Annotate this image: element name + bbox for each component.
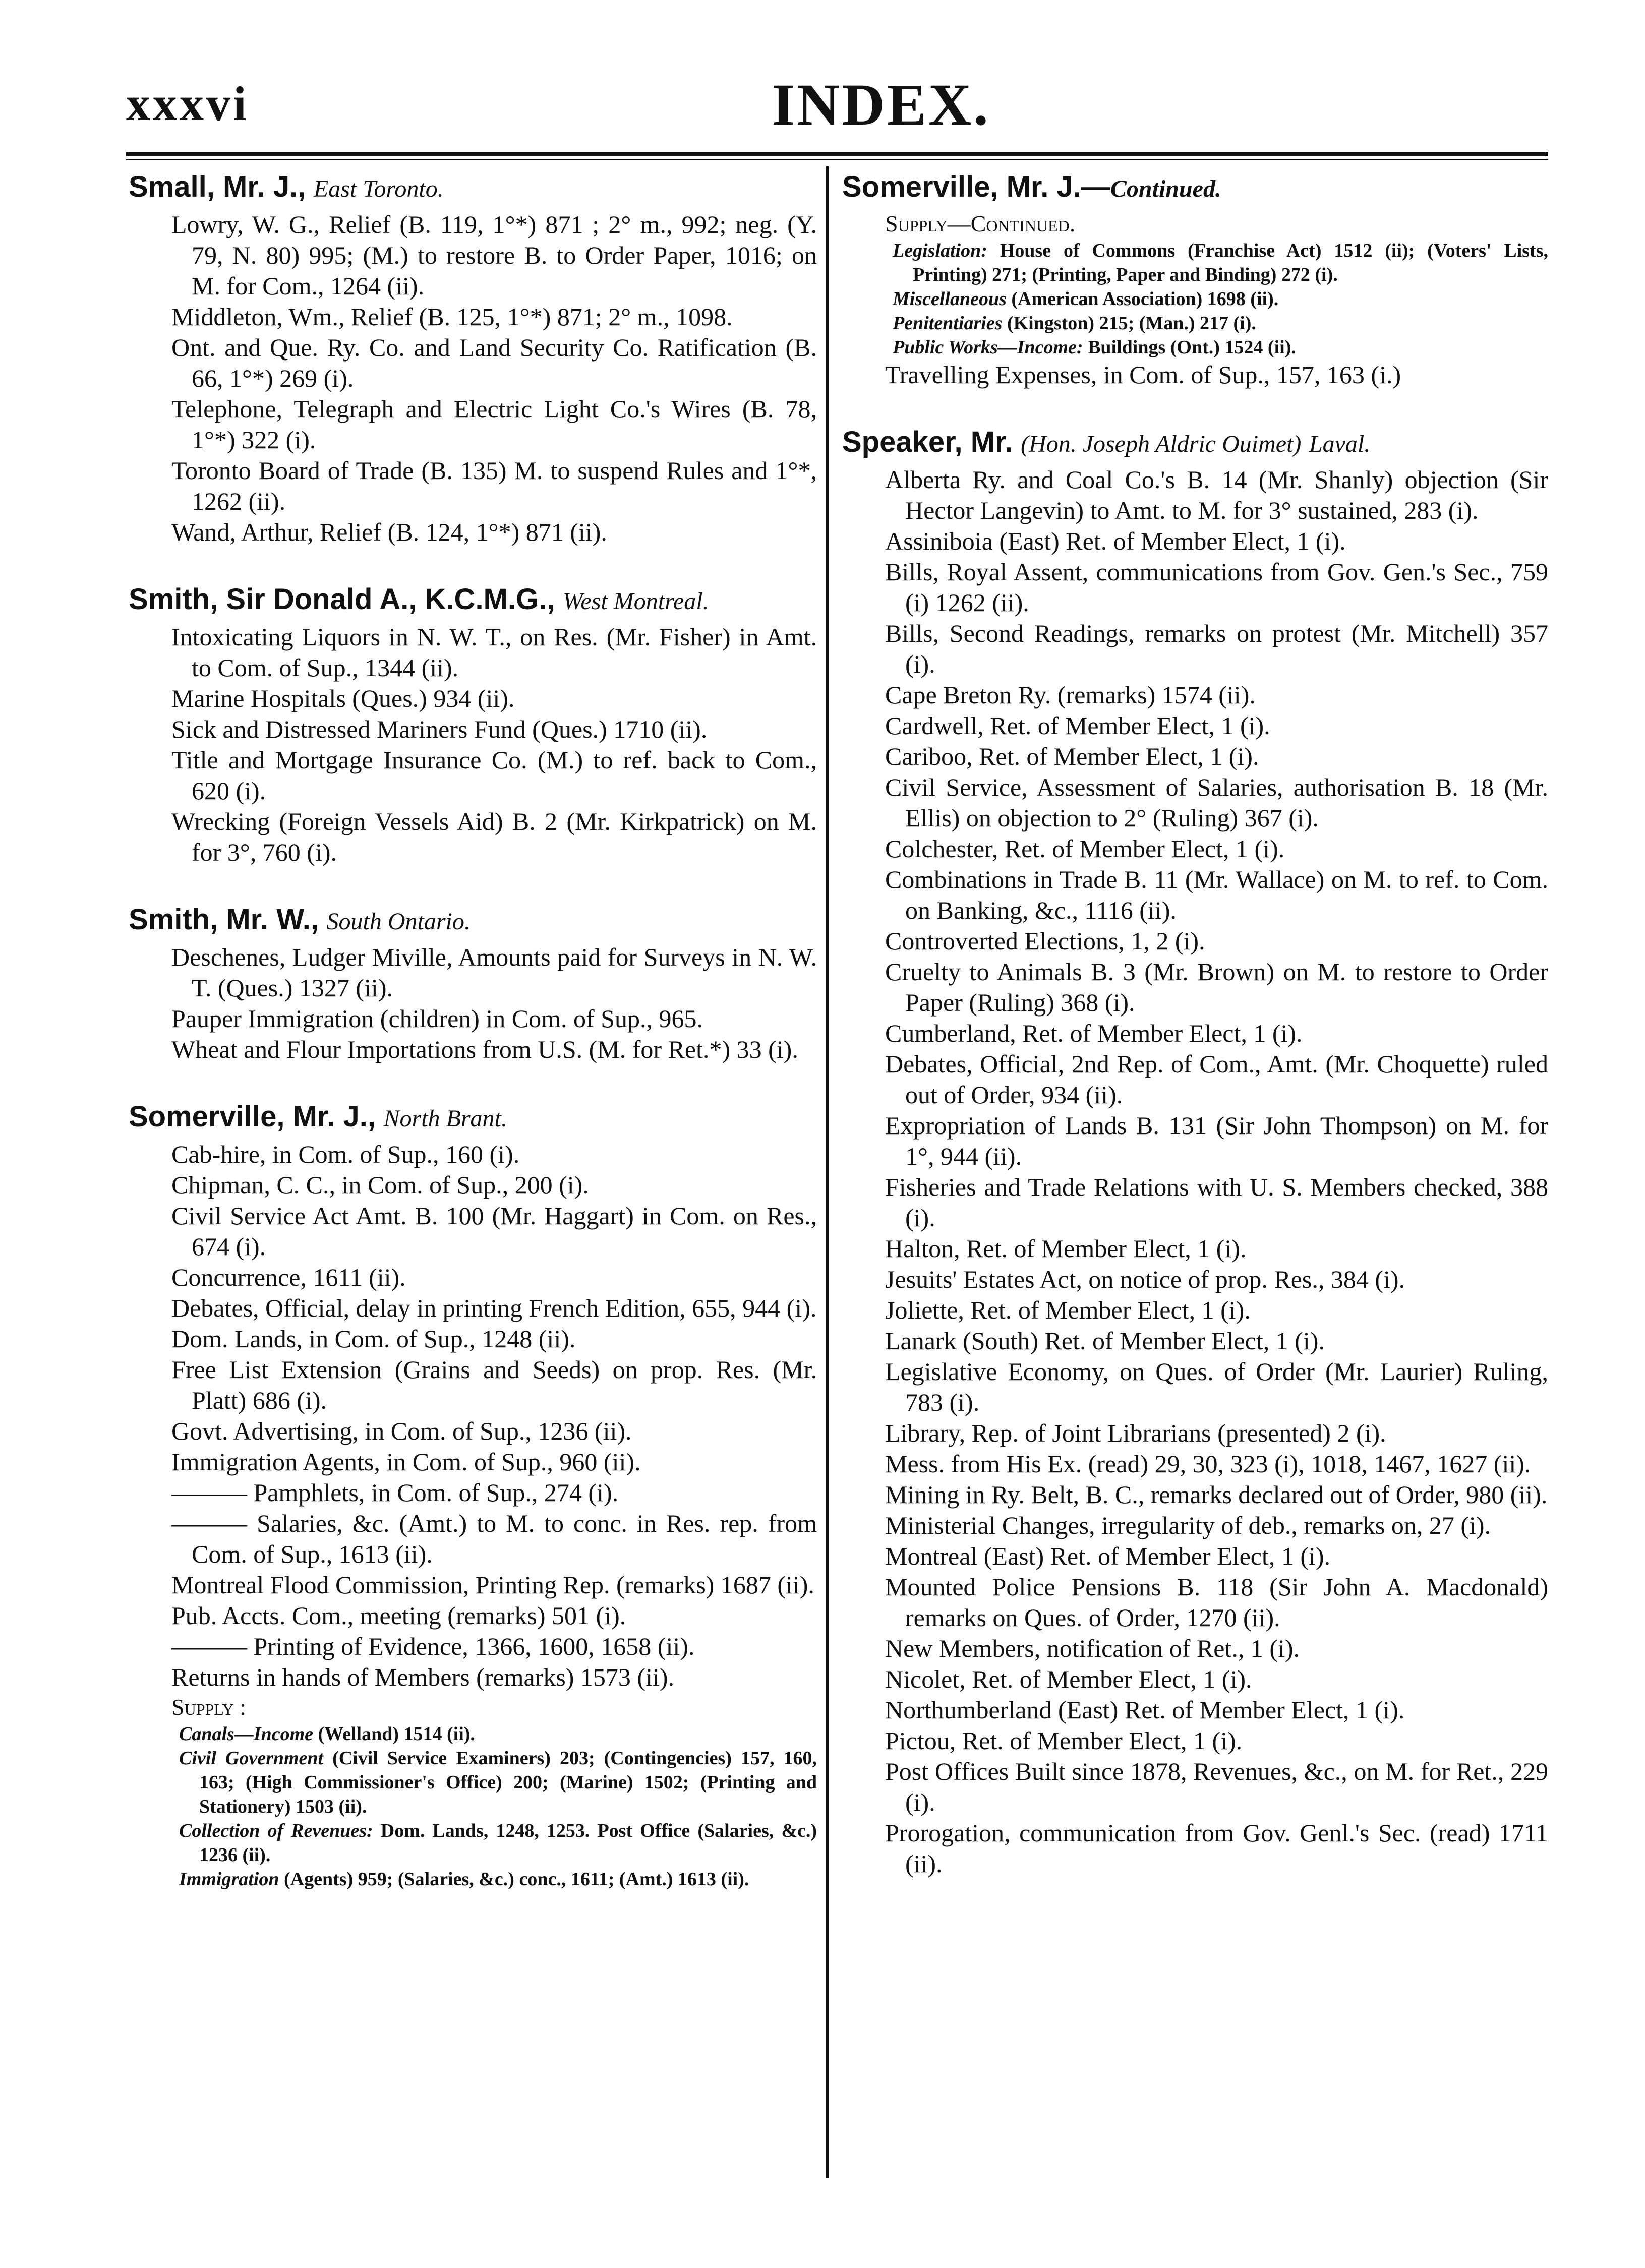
supply-heading: Supply : (171, 1694, 247, 1720)
index-item: Immigration Agents, in Com. of Sup., 960 (ii). (171, 1448, 641, 1476)
supply-text: (Civil Service Examiners) 203; (Contingencies) 157, 160, 163; (High Commissioner's Office) 200; (Marine) 1502; (Printing and Stationery) 1503 (ii). (199, 1748, 817, 1817)
index-item: Jesuits' Estates Act, on notice of prop. Res., 384 (i). (885, 1265, 1405, 1293)
index-item: Middleton, Wm., Relief (B. 125, 1°*) 871; 2° m., 1098. (171, 303, 733, 331)
constituency: North Brant. (383, 1105, 507, 1132)
index-item: Pictou, Ret. of Member Elect, 1 (i). (885, 1726, 1243, 1755)
index-item: Civil Service, Assessment of Salaries, authorisation B. 18 (Mr. Ellis) on objection to 2° (Ruling) 367 (i). (885, 773, 1548, 832)
index-item: Toronto Board of Trade (B. 135) M. to suspend Rules and 1°*, 1262 (ii). (171, 456, 817, 515)
index-item: Govt. Advertising, in Com. of Sup., 1236 (ii). (171, 1417, 632, 1445)
index-entry (129, 899, 817, 1065)
page-number: xxxvi (126, 77, 249, 131)
supply-item (129, 1867, 817, 1891)
member-name: Speaker, Mr. (842, 426, 1013, 458)
supply-text: Buildings (Ont.) 1524 (ii). (1083, 337, 1296, 358)
index-item: Deschenes, Ludger Miville, Amounts paid for Surveys in N. W. T. (Ques.) 1327 (ii). (171, 943, 817, 1002)
index-item: Ministerial Changes, irregularity of deb., remarks on, 27 (i). (885, 1511, 1491, 1539)
supply-topic: Collection of Revenues: (179, 1820, 373, 1841)
supply-text: (Welland) 1514 (ii). (313, 1723, 475, 1745)
index-item: Cariboo, Ret. of Member Elect, 1 (i). (885, 742, 1259, 770)
index-item: Cruelty to Animals B. 3 (Mr. Brown) on M. to restore to Order Paper (Ruling) 368 (i). (885, 958, 1548, 1017)
index-item: Free List Extension (Grains and Seeds) on prop. Res. (Mr. Platt) 686 (i). (171, 1355, 817, 1414)
index-item: Pub. Accts. Com., meeting (remarks) 501 (i). (171, 1601, 626, 1630)
index-item: Wand, Arthur, Relief (B. 124, 1°*) 871 (ii). (171, 518, 607, 546)
supply-text: House of Commons (Franchise Act) 1512 (ii); (Voters' Lists, Printing) 271; (Printing, Paper and Binding) 272 (i). (913, 240, 1548, 285)
index-item: Lanark (South) Ret. of Member Elect, 1 (i). (885, 1327, 1325, 1355)
index-entry (129, 579, 817, 868)
index-item: Civil Service Act Amt. B. 100 (Mr. Haggart) in Com. on Res., 674 (i). (171, 1202, 817, 1261)
supply-heading: Supply—Continued. (885, 211, 1076, 236)
index-item: Assiniboia (East) Ret. of Member Elect, 1 (i). (885, 527, 1346, 555)
left-column (129, 166, 817, 1923)
entry-heading (129, 166, 817, 209)
supply-topic: Penitentiaries (893, 313, 1003, 334)
index-item: Expropriation of Lands B. 131 (Sir John Thompson) on M. for 1°, 944 (ii). (885, 1111, 1548, 1170)
index-entry (129, 166, 817, 548)
index-item: Bills, Second Readings, remarks on protest (Mr. Mitchell) 357 (i). (885, 619, 1548, 678)
index-item: Telephone, Telegraph and Electric Light Co.'s Wires (B. 78, 1°*) 322 (i). (171, 395, 817, 454)
index-item: Dom. Lands, in Com. of Sup., 1248 (ii). (171, 1325, 576, 1353)
index-item: Cab-hire, in Com. of Sup., 160 (i). (171, 1140, 520, 1168)
right-column (842, 166, 1548, 1911)
index-item: Cumberland, Ret. of Member Elect, 1 (i). (885, 1019, 1303, 1047)
index-item: Cardwell, Ret. of Member Elect, 1 (i). (885, 711, 1270, 740)
supply-text: (American Association) 1698 (ii). (1006, 288, 1279, 310)
index-item: Ont. and Que. Ry. Co. and Land Security Co. Ratification (B. 66, 1°*) 269 (i). (171, 333, 817, 392)
index-item: Sick and Distressed Mariners Fund (Ques.) 1710 (ii). (171, 715, 708, 743)
index-item: Post Offices Built since 1878, Revenues, &c., on M. for Ret., 229 (i). (885, 1757, 1548, 1816)
index-item: Alberta Ry. and Coal Co.'s B. 14 (Mr. Shanly) objection (Sir Hector Langevin) to Amt. to M. for 3° sustained, 283 (i). (885, 465, 1548, 524)
index-item: ——— Pamphlets, in Com. of Sup., 274 (i). (171, 1478, 619, 1507)
index-item: Title and Mortgage Insurance Co. (M.) to ref. back to Com., 620 (i). (171, 746, 817, 805)
index-item: Combinations in Trade B. 11 (Mr. Wallace) on M. to ref. to Com. on Banking, &c., 1116 (ii). (885, 865, 1548, 924)
index-item: Mess. from His Ex. (read) 29, 30, 323 (i), 1018, 1467, 1627 (ii). (885, 1450, 1531, 1478)
index-item: Mounted Police Pensions B. 118 (Sir John A. Macdonald) remarks on Ques. of Order, 1270 (ii). (885, 1573, 1548, 1632)
supply-item (842, 238, 1548, 287)
index-item: Joliette, Ret. of Member Elect, 1 (i). (885, 1296, 1251, 1324)
index-item: Wheat and Flour Importations from U.S. (M. for Ret.*) 33 (i). (171, 1035, 798, 1063)
index-item: Lowry, W. G., Relief (B. 119, 1°*) 871 ; 2° m., 992; neg. (Y. 79, N. 80) 995; (M.) to restore B. to Order Paper, 1016; on M. for Com., 1264 (ii). (171, 210, 817, 300)
index-item: Nicolet, Ret. of Member Elect, 1 (i). (885, 1665, 1252, 1693)
index-item: Intoxicating Liquors in N. W. T., on Res. (Mr. Fisher) in Amt. to Com. of Sup., 1344 (ii). (171, 623, 817, 682)
supply-topic: Legislation: (893, 240, 987, 261)
index-item: Prorogation, communication from Gov. Genl.'s Sec. (read) 1711 (ii). (885, 1819, 1548, 1878)
constituency: West Montreal. (562, 588, 709, 615)
column-divider (826, 166, 829, 2178)
constituency: Laval. (1309, 431, 1371, 457)
index-item: ——— Printing of Evidence, 1366, 1600, 1658 (ii). (171, 1632, 695, 1660)
header-rule (126, 152, 1548, 156)
index-item: ——— Salaries, &c. (Amt.) to M. to conc. in Res. rep. from Com. of Sup., 1613 (ii). (171, 1509, 817, 1568)
supply-item (129, 1819, 817, 1867)
index-item: Controverted Elections, 1, 2 (i). (885, 927, 1205, 955)
index-item: Montreal (East) Ret. of Member Elect, 1 (i). (885, 1542, 1331, 1570)
supply-text: Dom. Lands, 1248, 1253. Post Office (Salaries, &c.) 1236 (ii). (199, 1820, 817, 1866)
index-item: Wrecking (Foreign Vessels Aid) B. 2 (Mr. Kirkpatrick) on M. for 3°, 760 (i). (171, 807, 817, 866)
entry-heading (842, 422, 1548, 464)
supply-topic: Miscellaneous (893, 288, 1007, 310)
entry-heading (129, 899, 817, 942)
index-item: Travelling Expenses, in Com. of Sup., 157, 163 (i.) (885, 361, 1401, 389)
index-item: Halton, Ret. of Member Elect, 1 (i). (885, 1234, 1247, 1263)
supply-topic: Immigration (179, 1869, 279, 1890)
page-title: INDEX. (772, 72, 990, 138)
index-item: Mining in Ry. Belt, B. C., remarks declared out of Order, 980 (ii). (885, 1480, 1548, 1509)
index-item: Marine Hospitals (Ques.) 934 (ii). (171, 684, 515, 712)
supply-item (129, 1746, 817, 1819)
index-item: Concurrence, 1611 (ii). (171, 1263, 406, 1291)
index-item: New Members, notification of Ret., 1 (i). (885, 1634, 1300, 1662)
index-item: Debates, Official, 2nd Rep. of Com., Amt. (Mr. Choquette) ruled out of Order, 934 (ii). (885, 1050, 1548, 1109)
supply-text: (Kingston) 215; (Man.) 217 (i). (1002, 313, 1256, 334)
constituency: East Toronto. (313, 175, 444, 202)
supply-topic: Civil Government (179, 1748, 324, 1769)
index-item: Returns in hands of Members (remarks) 1573 (ii). (171, 1663, 674, 1691)
member-full-name: (Hon. Joseph Aldric Ouimet) (1021, 431, 1302, 457)
index-item: Library, Rep. of Joint Librarians (presented) 2 (i). (885, 1419, 1386, 1447)
index-entry (842, 166, 1548, 390)
entry-heading (129, 579, 817, 622)
index-item: Pauper Immigration (children) in Com. of Sup., 965. (171, 1004, 703, 1033)
continued-label: Continued. (1110, 175, 1221, 202)
index-entry (842, 422, 1548, 1879)
supply-topic: Public Works—Income: (893, 337, 1083, 358)
supply-topic: Canals—Income (179, 1723, 314, 1745)
index-item: Colchester, Ret. of Member Elect, 1 (i). (885, 834, 1285, 863)
supply-text: (Agents) 959; (Salaries, &c.) conc., 1611; (Amt.) 1613 (ii). (279, 1869, 749, 1890)
index-item: Montreal Flood Commission, Printing Rep. (remarks) 1687 (ii). (171, 1571, 814, 1599)
member-name: Smith, Mr. W., (129, 903, 319, 936)
member-name: Somerville, Mr. J.— (842, 170, 1110, 203)
index-item: Debates, Official, delay in printing French Edition, 655, 944 (i). (171, 1294, 817, 1322)
supply-item (842, 335, 1548, 360)
index-item: Legislative Economy, on Ques. of Order (Mr. Laurier) Ruling, 783 (i). (885, 1357, 1548, 1416)
index-item: Bills, Royal Assent, communications from Gov. Gen.'s Sec., 759 (i) 1262 (ii). (885, 558, 1548, 617)
entry-heading (129, 1096, 817, 1139)
index-entry (129, 1096, 817, 1891)
supply-item (842, 311, 1548, 335)
constituency: South Ontario. (326, 908, 471, 935)
supply-item (129, 1722, 817, 1746)
index-item: Chipman, C. C., in Com. of Sup., 200 (i). (171, 1171, 589, 1199)
supply-item (842, 287, 1548, 311)
index-item: Northumberland (East) Ret. of Member Elect, 1 (i). (885, 1696, 1405, 1724)
member-name: Smith, Sir Donald A., K.C.M.G., (129, 583, 555, 616)
member-name: Somerville, Mr. J., (129, 1100, 376, 1133)
member-name: Small, Mr. J., (129, 170, 306, 203)
header-rule-thin (126, 159, 1548, 160)
index-item: Fisheries and Trade Relations with U. S. Members checked, 388 (i). (885, 1173, 1548, 1232)
index-item: Cape Breton Ry. (remarks) 1574 (ii). (885, 681, 1256, 709)
entry-heading (842, 166, 1548, 209)
